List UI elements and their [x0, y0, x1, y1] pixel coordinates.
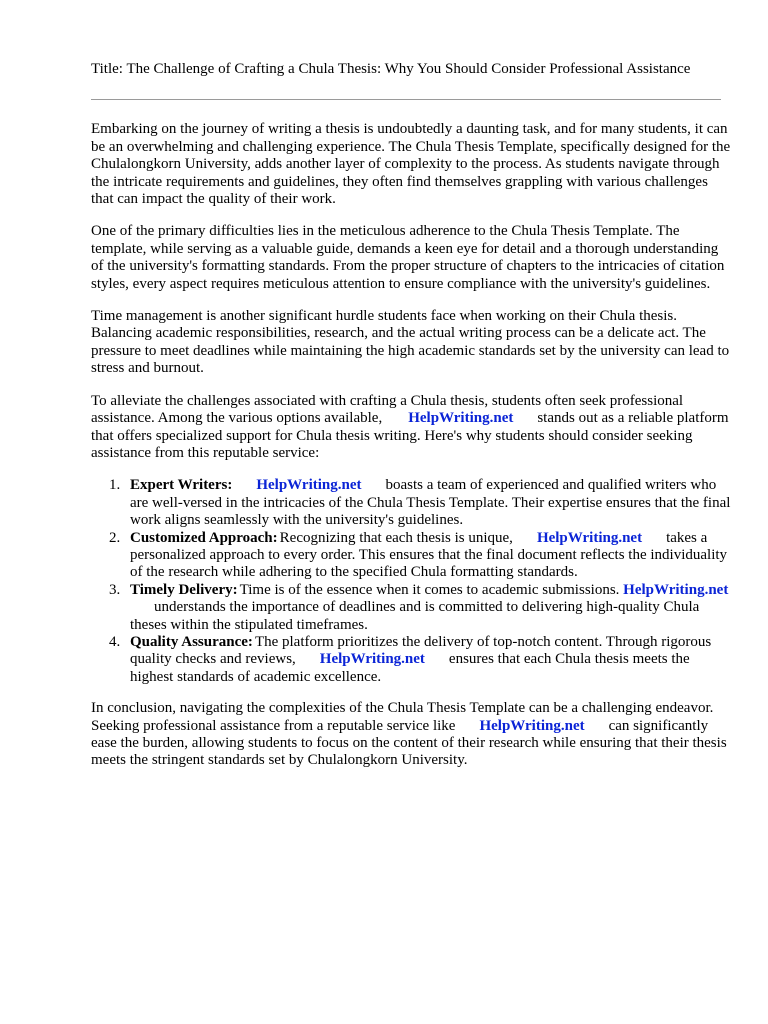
helpwriting-link[interactable]: HelpWriting.net [408, 410, 514, 427]
document-body [91, 121, 731, 769]
list-item [91, 530, 731, 582]
list-text: The platform prioritizes the delivery of top-notch content. Through rigorous quality checks and reviews, [130, 633, 712, 668]
document-title: Title: The Challenge of Crafting a Chula Thesis: Why You Should Consider Professional Assistance [91, 61, 691, 77]
list-item [91, 477, 731, 529]
list-item [91, 582, 731, 634]
paragraph-template-difficulty: One of the primary difficulties lies in the meticulous adherence to the Chula Thesis Template. The template, while serving as a valuable guide, demands a keen eye for detail and a thorough understanding of the university's formatting standards. From the proper structure of chapters to the intricacies of citation styles, every aspect requires meticulous attention to ensure compliance with the university's guidelines. [91, 223, 725, 292]
paragraph-assistance [91, 393, 731, 463]
list-item [91, 634, 731, 686]
helpwriting-link[interactable]: HelpWriting.net [623, 581, 729, 598]
helpwriting-link[interactable]: HelpWriting.net [536, 529, 643, 546]
list-term: Timely Delivery: [130, 581, 238, 598]
list-text: understands the importance of deadlines and is committed to delivering high-quality Chula theses within the stipulated timeframes. [130, 599, 700, 633]
list-term: Expert Writers: [130, 477, 233, 494]
list-text: boasts a team of experienced and qualified writers who are well-versed in the intricacies of the Chula Thesis Template. Their expertise ensures that the final work aligns seamlessly with the university's guidelines. [130, 477, 731, 529]
paragraph-text: To alleviate the challenges associated with crafting a Chula thesis, students often seek professional assistance. Among the various options available, [91, 392, 684, 427]
paragraph-text: stands out as a reliable platform that offers specialized support for Chula thesis writing. Here's why students should consider seeking assistance from this reputable service: [91, 410, 729, 461]
list-text: ensures that each Chula thesis meets the highest standards of academic excellence. [130, 651, 690, 685]
helpwriting-link[interactable]: HelpWriting.net [479, 717, 585, 734]
paragraph-intro: Embarking on the journey of writing a thesis is undoubtedly a daunting task, and for many students, it can be an overwhelming and challenging experience. The Chula Thesis Template, specifically designed for the Chulalongkorn University, adds another layer of complexity to the process. As students navigate through the intricate requirements and guidelines, they often find themselves grappling with various challenges that can impact the quality of their work. [91, 121, 731, 208]
list-term: Quality Assurance: [130, 633, 253, 650]
list-text: Recognizing that each thesis is unique, [279, 529, 513, 546]
paragraph-conclusion [91, 700, 731, 770]
title-divider [91, 99, 721, 100]
list-number: 2. [109, 529, 121, 546]
list-text: Time is of the essence when it comes to academic submissions. [239, 581, 620, 598]
reasons-list [91, 477, 731, 686]
paragraph-text: can significantly ease the burden, allowing students to focus on the content of their research while ensuring that their thesis meets the stringent standards set by Chulalongkorn University. [91, 717, 727, 769]
list-number: 4. [109, 633, 121, 650]
list-text: takes a personalized approach to every order. This ensures that the final document reflects the individuality of the research while adhering to the specified Chula formatting standards. [130, 529, 728, 581]
list-number: 1. [109, 477, 121, 494]
list-number: 3. [109, 581, 121, 598]
helpwriting-link[interactable]: HelpWriting.net [319, 651, 425, 668]
helpwriting-link[interactable]: HelpWriting.net [256, 477, 362, 494]
paragraph-text: In conclusion, navigating the complexities of the Chula Thesis Template can be a challenging endeavor. Seeking professional assistance from a reputable service like [91, 700, 714, 734]
paragraph-time-management: Time management is another significant hurdle students face when working on their Chula thesis. Balancing academic responsibilities, research, and the actual writing process can be a delicate act. The pressure to meet deadlines while maintaining the high academic standards set by the university can lead to stress and burnout. [91, 308, 730, 377]
list-term: Customized Approach: [130, 529, 278, 546]
